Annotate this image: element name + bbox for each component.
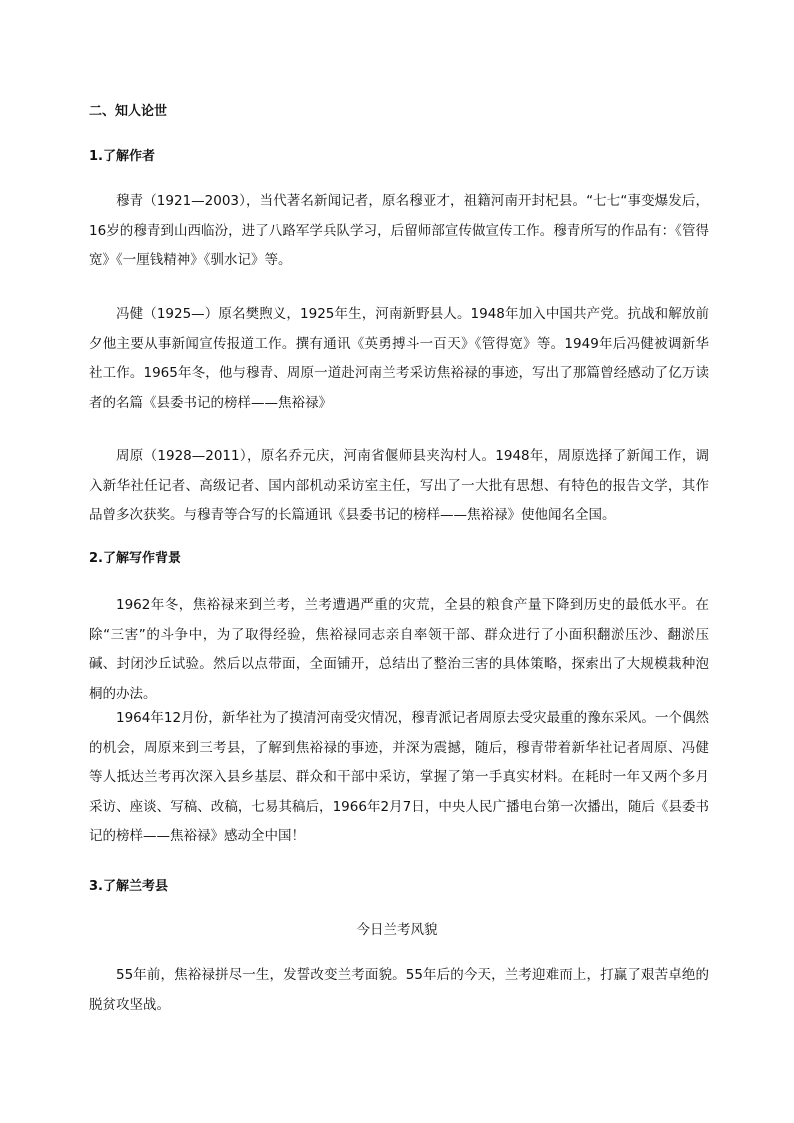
subtitle-lankao-today: 今日兰考风貌	[356, 922, 438, 938]
heading-learn-author: 1.了解作者	[89, 149, 155, 164]
heading-learn-lankao: 3.了解兰考县	[89, 879, 168, 894]
section-heading-zhiren-lunshi: 二、知人论世	[89, 104, 168, 119]
heading-writing-background: 2.了解写作背景	[89, 551, 181, 566]
paragraph-mu-qing: 穆青（1921—2003），当代著名新闻记者，原名穆亚才，祖籍河南开封杞县。“七七“事变爆发后，16岁的穆青到山西临汾，进了八路军学兵队学习，后留师部宣传做宣传工作。穆青所写的作品有：《管得宽》《一厘钱精神》《驯水记》等。	[89, 193, 709, 268]
paragraph-zhou-yuan: 周原（1928—2011），原名乔元庆，河南省偃师县夹沟村人。1948年，周原选择了新闻工作，调入新华社任记者、高级记者、国内部机动采访室主任，写出了一大批有思想、有特色的报告文学，其作品曾多次获奖。与穆青等合写的长篇通讯《县委书记的榜样——焦裕禄》使他闻名全国。	[89, 448, 709, 523]
paragraph-lankao-today: 55年前，焦裕禄拼尽一生，发誓改变兰考面貌。55年后的今天，兰考迎难而上，打赢了艰苦卓绝的脱贫攻坚战。	[89, 967, 709, 1013]
paragraph-feng-jian: 冯健（1925—）原名樊煦义，1925年生，河南新野县人。1948年加入中国共产党。抗战和解放前夕他主要从事新闻宣传报道工作。撰有通讯《英勇搏斗一百天》《管得宽》等。1949年后冯健被调新华社工作。1965年冬，他与穆青、周原一道赴河南兰考采访焦裕禄的事迹，写出了那篇曾经感动了亿万读者的名篇《县委书记的榜样——焦裕禄》	[89, 306, 709, 411]
paragraph-background-1964: 1964年12月份，新华社为了摸清河南受灾情况，穆青派记者周原去受灾最重的豫东采风。一个偶然的机会，周原来到三考县，了解到焦裕禄的事迹，并深为震撼，随后，穆青带着新华社记者周原、冯健等人抵达兰考再次深入县乡基层、群众和干部中采访，掌握了第一手真实材料。在耗时一年又两个多月采访、座谈、写稿、改稿，七易其稿后，1966年2月7日，中央人民广播电台第一次播出，随后《县委书记的榜样——焦裕禄》感动全中国！	[89, 710, 709, 844]
paragraph-background-1962: 1962年冬，焦裕禄来到兰考，兰考遭遇严重的灾荒，全县的粮食产量下降到历史的最低水平。在除“三害”的斗争中，为了取得经验，焦裕禄同志亲自率领干部、群众进行了小面积翻淤压沙、翻淤压碱、封闭沙丘试验。然后以点带面，全面铺开，总结出了整治三害的具体策略，探索出了大规模栽种泡桐的办法。	[89, 597, 709, 702]
